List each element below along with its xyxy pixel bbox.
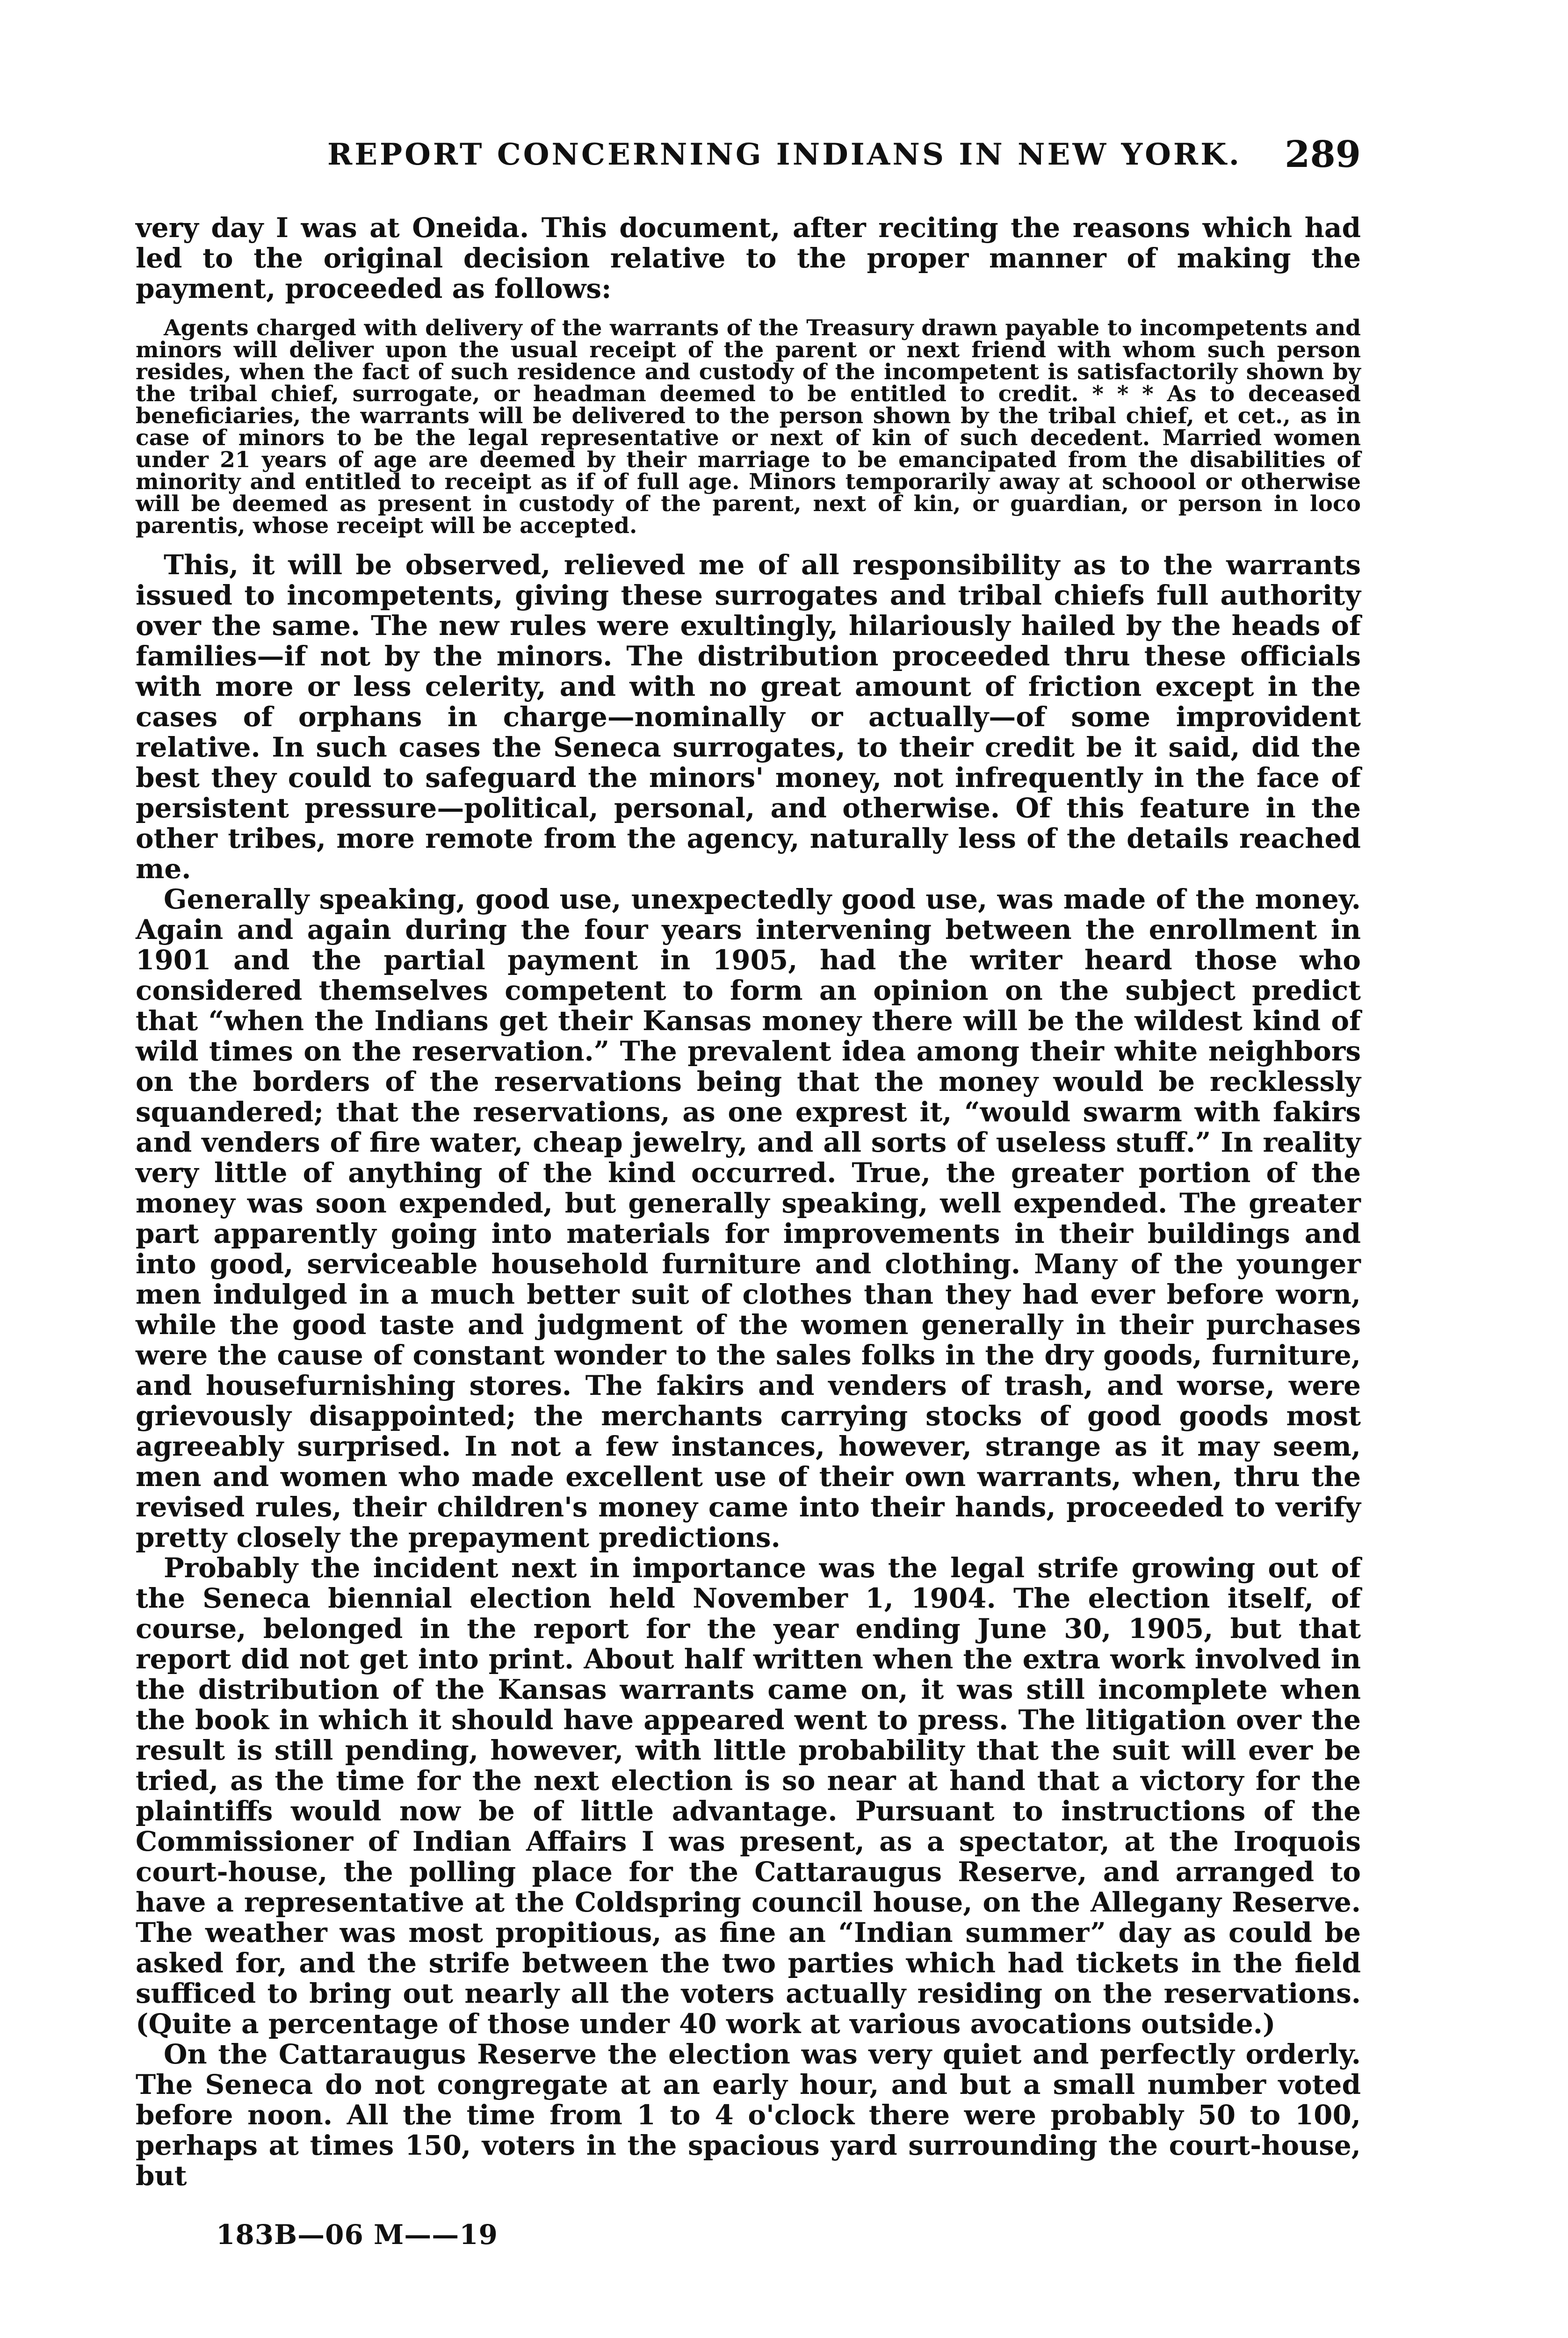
body-text bbox=[136, 213, 1361, 2191]
paragraph-cattaraugus: On the Cattaraugus Reserve the election was very quiet and perfectly orderly. The Seneca do not congregate at an early hour, and but a small number voted before noon. All the time from 1 to 4 o'clock there were probably 50 to 100, perhaps at times 150, voters in the spacious yard surrounding the court-house, but bbox=[136, 2038, 1361, 2192]
block-quote: Agents charged with delivery of the warrants of the Treasury drawn payable to incompetents and minors will deliver upon the usual receipt of the parent or next friend with whom such person resides, when the fact of such residence and custody of the incompetent is satisfactorily shown by the tribal chief, surrogate, or headman deemed to be entitled to credit. * * * As to deceased beneficiaries, the warrants will be delivered to the person shown by the tribal chief, et cet., as in case of minors to be the legal representative or next of kin of such decedent. Married women under 21 years of age are deemed by their marriage to be emancipated from the disabilities of minority and entitled to receipt as if of full age. Minors temporarily away at schoool or otherwise will be deemed as present in custody of the parent, next of kin, or guardian, or person in loco parentis, whose receipt will be accepted. bbox=[136, 315, 1361, 539]
print-signature: 183B—06 M——19 bbox=[216, 2219, 498, 2251]
paragraph-responsibility: This, it will be observed, relieved me of all responsibility as to the warrants issued to incompetents, giving these surrogates and tribal chiefs full authority over the same. The new rules were exultingly, hilariously hailed by the heads of families—if not by the minors. The distribution proceeded thru these officials with more or less celerity, and with no great amount of friction except in the cases of orphans in charge—nominally or actually—of some improvident relative. In such cases the Seneca surrogates, to their credit be it said, did the best they could to safeguard the minors' money, not infrequently in the face of persistent pressure—political, personal, and otherwise. Of this feature in the other tribes, more remote from the agency, naturally less of the details reached me. bbox=[136, 549, 1361, 885]
running-title: REPORT CONCERNING INDIANS IN NEW YORK. bbox=[327, 137, 1242, 172]
page-number: 289 bbox=[1285, 133, 1361, 176]
paragraph-money-use: Generally speaking, good use, unexpectedly good use, was made of the money. Again and again during the four years intervening between the enrollment in 1901 and the partial payment in 1905, had the writer heard those who considered themselves competent to form an opinion on the subject predict that “when the Indians get their Kansas money there will be the wildest kind of wild times on the reservation.” The prevalent idea among their white neighbors on the borders of the reservations being that the money would be recklessly squandered; that the reservations, as one exprest it, “would swarm with fakirs and venders of fire water, cheap jewelry, and all sorts of useless stuff.” In reality very little of anything of the kind occurred. True, the greater portion of the money was soon expended, but generally speaking, well expended. The greater part apparently going into materials for improvements in their buildings and into good, serviceable household furniture and clothing. Many of the younger men indulged in a much better suit of clothes than they had ever before worn, while the good taste and judgment of the women generally in their purchases were the cause of constant wonder to the sales folks in the dry goods, furniture, and housefurnishing stores. The fakirs and venders of trash, and worse, were grievously disappointed; the merchants carrying stocks of good goods most agreeably surprised. In not a few instances, however, strange as it may seem, men and women who made excellent use of their own warrants, when, thru the revised rules, their children's money came into their hands, proceeded to verify pretty closely the prepayment predictions. bbox=[136, 883, 1361, 1553]
page-header bbox=[136, 133, 1361, 175]
paragraph-intro: very day I was at Oneida. This document, after reciting the reasons which had led to the original decision relative to the proper manner of making the payment, proceeded as follows: bbox=[136, 212, 1361, 304]
paragraph-election: Probably the incident next in importance was the legal strife growing out of the Seneca biennial election held November 1, 1904. The election itself, of course, belonged in the report for the year ending June 30, 1905, but that report did not get into print. About half written when the extra work involved in the distribution of the Kansas warrants came on, it was still incomplete when the book in which it should have appeared went to press. The litigation over the result is still pending, however, with little probability that the suit will ever be tried, as the time for the next election is so near at hand that a victory for the plaintiffs would now be of little advantage. Pursuant to instructions of the Commissioner of Indian Affairs I was present, as a spectator, at the Iroquois court-house, the polling place for the Cattaraugus Reserve, and arranged to have a representative at the Coldspring council house, on the Allegany Reserve. The weather was most propitious, as fine an “Indian summer” day as could be asked for, and the strife between the two parties which had tickets in the field sufficed to bring out nearly all the voters actually residing on the reservations. (Quite a percentage of those under 40 work at various avocations outside.) bbox=[136, 1552, 1361, 2040]
